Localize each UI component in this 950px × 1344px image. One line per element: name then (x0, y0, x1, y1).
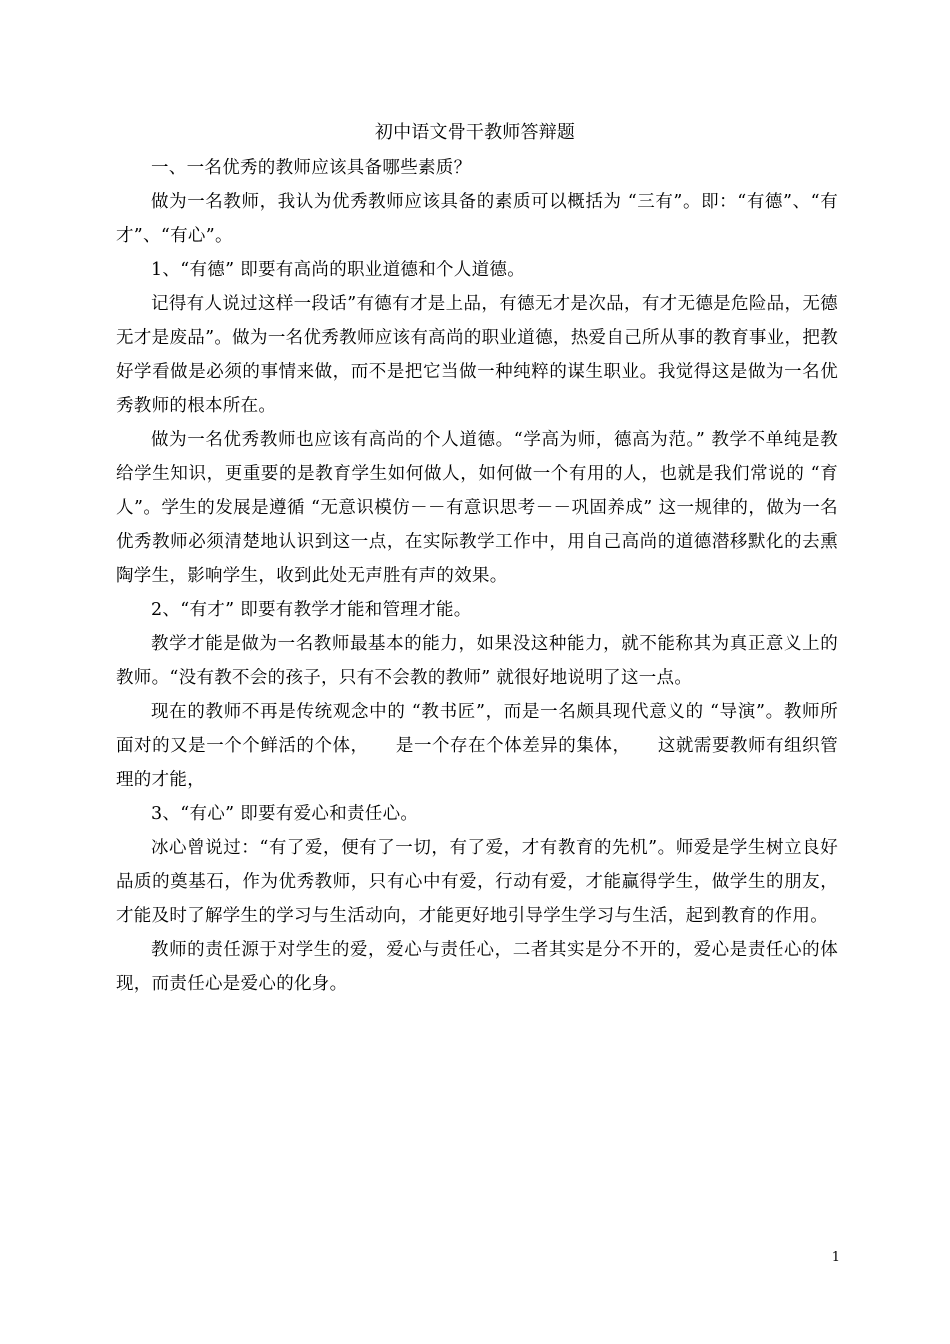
section-heading-virtue: 1、“有德” 即要有高尚的职业道德和个人道德。 (151, 260, 525, 280)
paragraph-responsibility: 教师的责任源于对学生的爱，爱心与责任心，二者其实是分不开的，爱心是责任心的体现，而责任心是爱心的化身。 (116, 940, 838, 994)
section-heading-talent: 2、“有才” 即要有教学才能和管理才能。 (151, 600, 472, 620)
document-title: 初中语文骨干教师答辩题 (374, 122, 576, 143)
paragraph-virtue-quote: 记得有人说过这样一段话”有德有才是上品，有德无才是次品，有才无德是危险品，无德无才是废品”。做为一名优秀教师应该有高尚的职业道德，热爱自己所从事的教育事业，把教好学看做是必须的事情来做，而不是把它当做一种纯粹的谋生职业。我觉得这是做为一名优秀教师的根本所在。 (116, 294, 838, 416)
paragraph-personal-morality: 做为一名优秀教师也应该有高尚的个人道德。“学高为师，德高为范。” 教学不单纯是教给学生知识，更重要的是教育学生如何做人，如何做一个有用的人，也就是我们常说的 “育人”。学生的发展是遵循 “无意识模仿－－有意识思考－－巩固养成” 这一规律的，做为一名优秀教师必须清楚地认识到这一点，在实际教学工作中，用自己高尚的道德潜移默化的去熏陶学生，影响学生，收到此处无声胜有声的效果。 (116, 430, 838, 586)
paragraph-teaching-ability: 教学才能是做为一名教师最基本的能力，如果没这种能力，就不能称其为真正意义上的教师。“没有教不会的孩子，只有不会教的教师” 就很好地说明了这一点。 (116, 634, 838, 688)
page-number: 1 (831, 1250, 840, 1265)
section-heading-heart: 3、“有心” 即要有爱心和责任心。 (151, 804, 419, 824)
paragraph-love-quote: 冰心曾说过：“有了爱，便有了一切，有了爱，才有教育的先机”。师爱是学生树立良好品质的奠基石，作为优秀教师，只有心中有爱，行动有爱，才能赢得学生，做学生的朋友，才能及时了解学生的学习与生活动向，才能更好地引导学生学习与生活，起到教育的作用。 (116, 838, 838, 926)
paragraph-management-ability: 现在的教师不再是传统观念中的 “教书匠”，而是一名颇具现代意义的 “导演”。教师所面对的又是一个个鲜活的个体， 是一个存在个体差异的集体， 这就需要教师有组织管理的才能， (116, 702, 838, 790)
document-body (116, 151, 838, 1001)
question-heading: 一、一名优秀的教师应该具备哪些素质？ (151, 158, 472, 178)
answer-intro-paragraph: 做为一名教师，我认为优秀教师应该具备的素质可以概括为 “三有”。即：“有德”、“有才”、“有心”。 (116, 192, 838, 246)
